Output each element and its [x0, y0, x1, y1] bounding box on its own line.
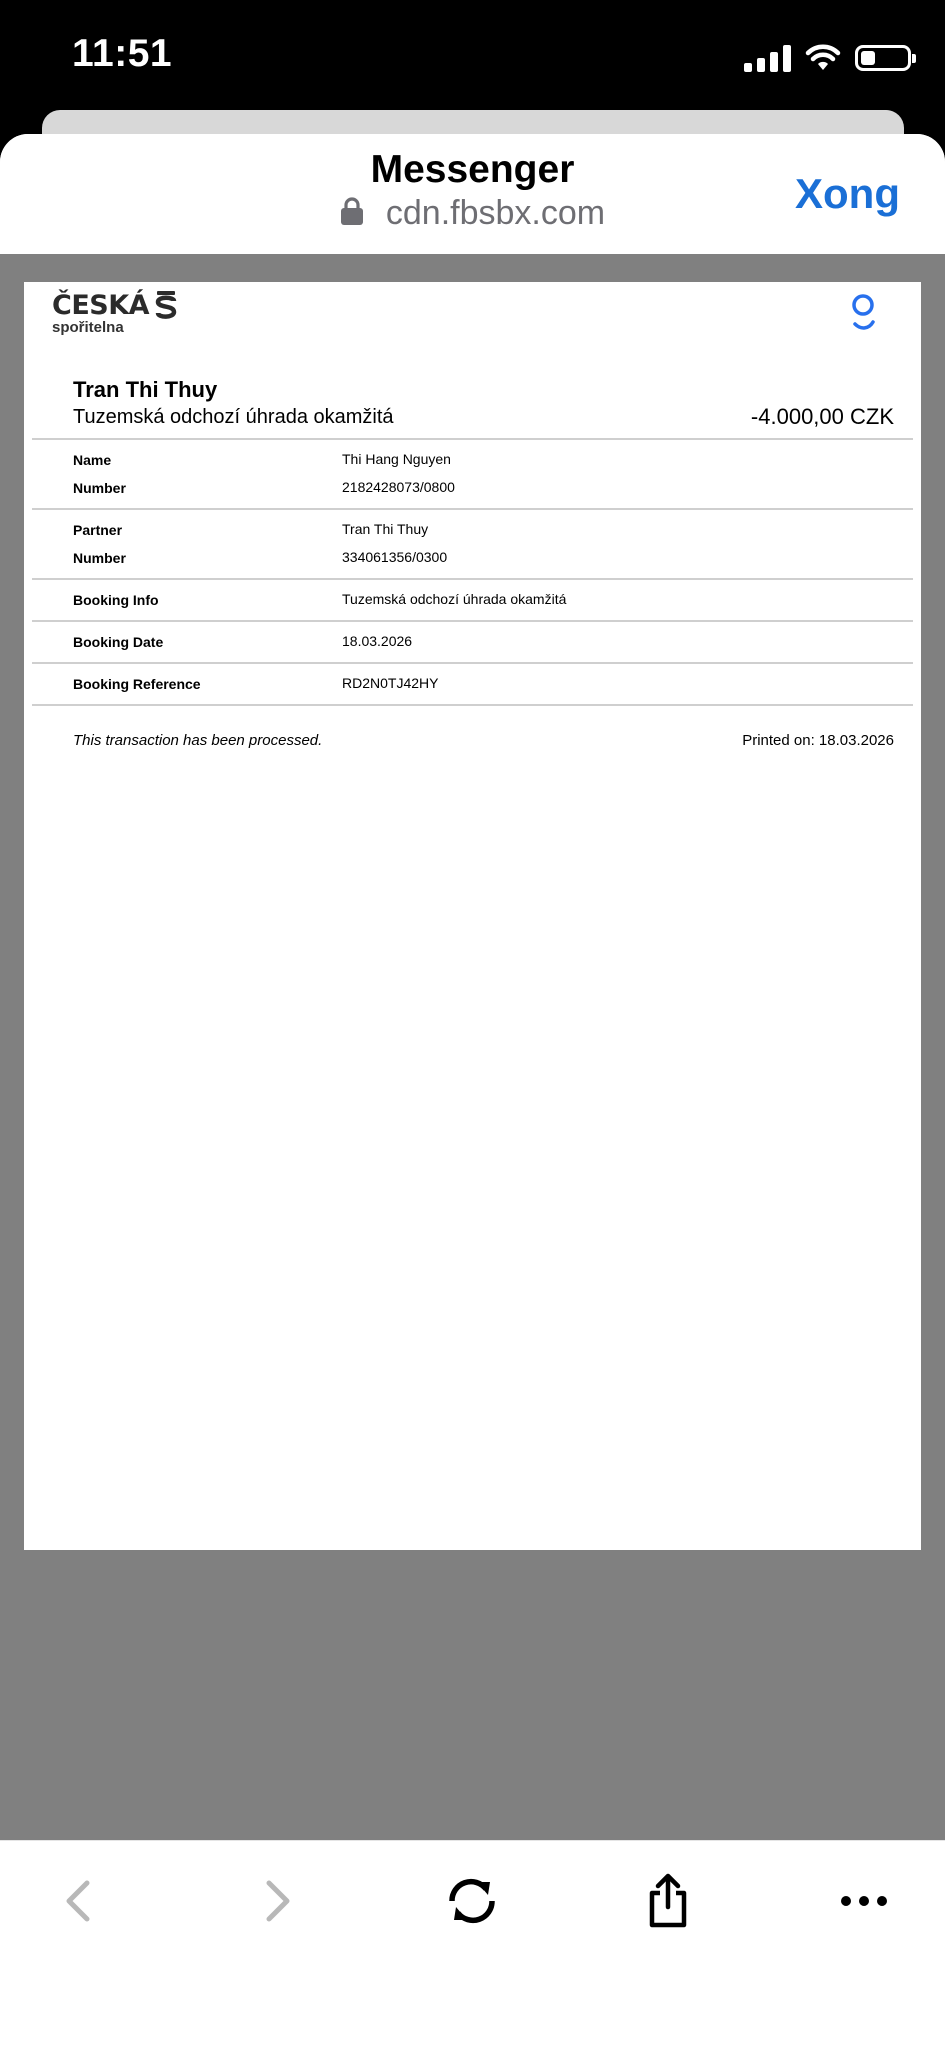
- share-icon: [646, 1873, 690, 1929]
- back-arrow-icon: [63, 1879, 93, 1923]
- printed-date: Printed on: 18.03.2026: [742, 732, 894, 749]
- detail-row-name: [32, 438, 913, 508]
- status-icons: [744, 40, 911, 76]
- transaction-type: Tuzemská odchozí úhrada okamžitá: [73, 406, 394, 428]
- detail-value: RD2N0TJ42HY: [342, 675, 439, 691]
- detail-label: Partner: [73, 522, 123, 538]
- george-icon: [849, 292, 879, 336]
- url-text: cdn.fbsbx.com: [385, 194, 606, 232]
- detail-row-booking-reference: [32, 662, 913, 704]
- detail-value: Tuzemská odchozí úhrada okamžitá: [342, 591, 567, 607]
- detail-value: Thi Hang Nguyen: [342, 451, 451, 467]
- logo-s-icon: [155, 291, 177, 321]
- document-viewer[interactable]: [0, 254, 945, 1840]
- forward-arrow-icon: [263, 1879, 293, 1923]
- done-button[interactable]: Xong: [795, 170, 900, 217]
- refresh-button[interactable]: [432, 1861, 512, 1941]
- detail-value: 18.03.2026: [342, 633, 413, 649]
- share-button[interactable]: [628, 1861, 708, 1941]
- detail-label: Booking Date: [73, 634, 164, 650]
- transaction-name: Tran Thi Thuy: [73, 377, 218, 402]
- bank-logo: [52, 290, 177, 336]
- back-button[interactable]: [38, 1861, 118, 1941]
- detail-value: 2182428073/0800: [342, 479, 455, 495]
- detail-row-booking-date: [32, 620, 913, 662]
- detail-row-partner: [32, 508, 913, 578]
- details-table: [32, 438, 913, 706]
- status-bar: [0, 0, 945, 112]
- document-page: [24, 282, 921, 1550]
- divider: [32, 704, 913, 706]
- detail-label: Name: [73, 452, 112, 468]
- detail-value: 334061356/0300: [342, 549, 448, 565]
- detail-value: Tran Thi Thuy: [342, 521, 429, 537]
- battery-icon: [855, 45, 911, 71]
- browser-header: [0, 134, 945, 254]
- lock-icon: [340, 196, 364, 226]
- more-icon: [840, 1895, 888, 1907]
- detail-label: Number: [73, 480, 126, 496]
- logo-text-bottom: spořitelna: [52, 319, 124, 336]
- browser-sheet: [0, 134, 945, 2046]
- detail-row-booking-info: [32, 578, 913, 620]
- forward-button[interactable]: [238, 1861, 318, 1941]
- detail-label: Booking Reference: [73, 676, 201, 692]
- detail-label: Booking Info: [73, 592, 159, 608]
- detail-label: Number: [73, 550, 126, 566]
- bottom-toolbar: [0, 1840, 945, 2046]
- logo-text-top: ČESKÁ: [52, 290, 150, 321]
- more-button[interactable]: [824, 1861, 904, 1941]
- status-time: 11:51: [72, 32, 173, 75]
- page-title: Messenger: [370, 148, 575, 191]
- signal-icon: [744, 44, 791, 72]
- transaction-amount: -4.000,00 CZK: [750, 404, 894, 429]
- processed-note: This transaction has been processed.: [73, 732, 323, 749]
- wifi-icon: [805, 44, 841, 72]
- refresh-icon: [444, 1876, 500, 1926]
